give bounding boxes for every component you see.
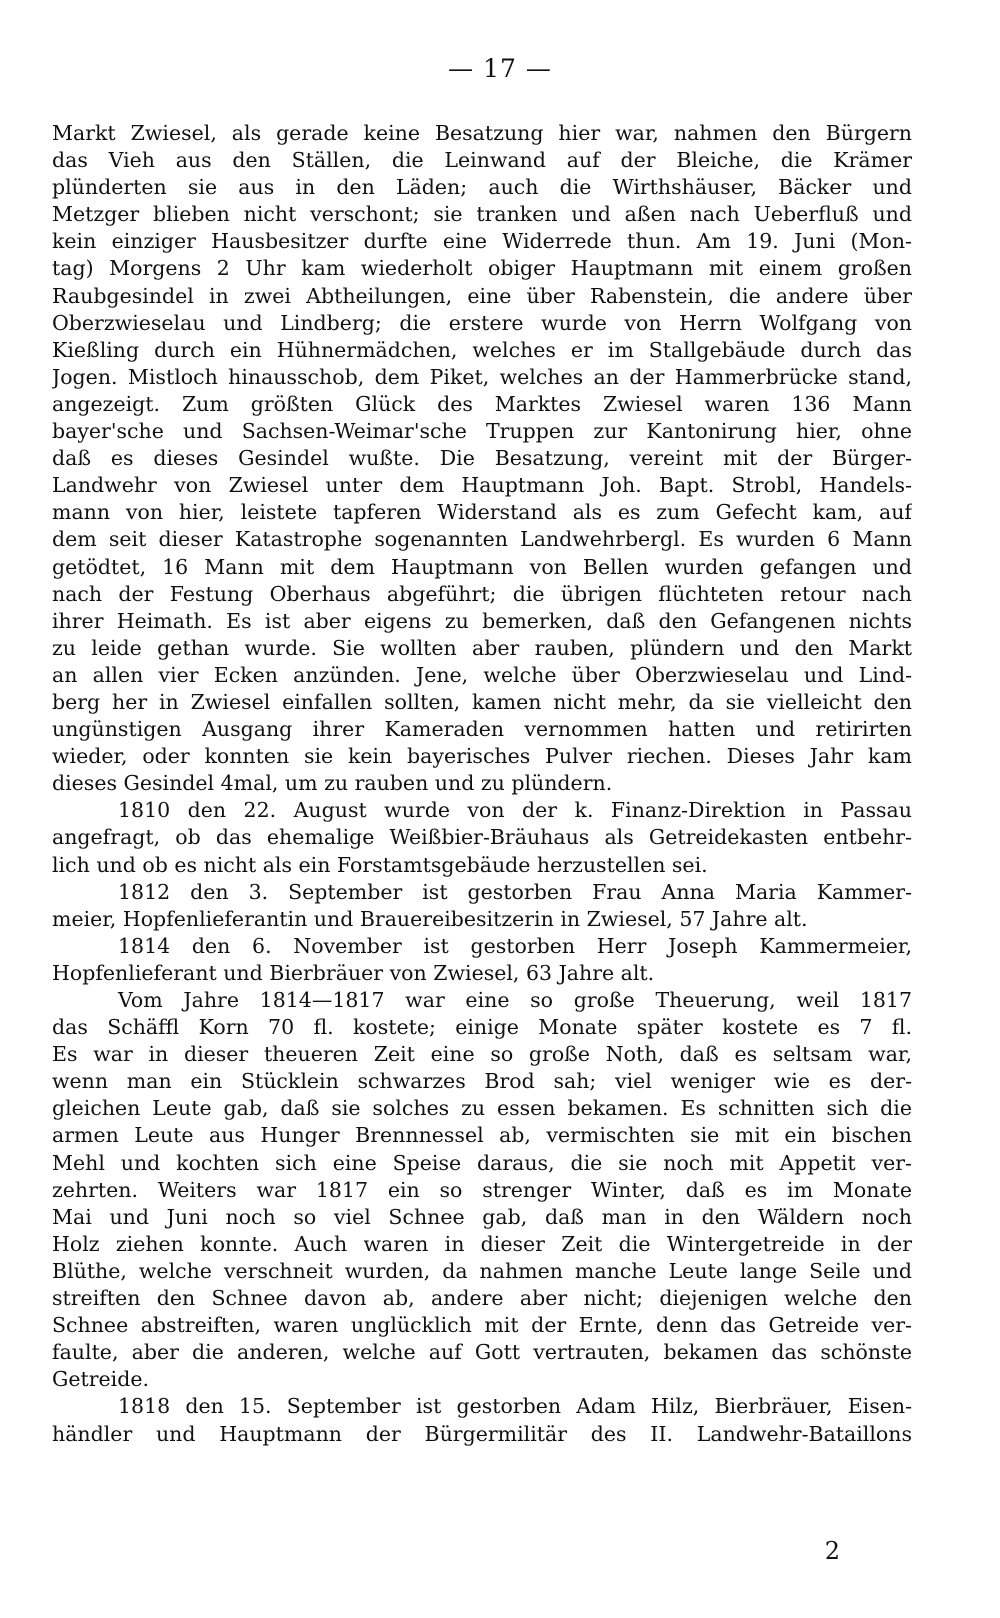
text-line: Mehl und kochten sich eine Speise daraus, die sie noch mit Appetit ver- (52, 1150, 912, 1175)
text-line: meier, Hopfenlieferantin und Brauereibesitzerin in Zwiesel, 57 Jahre alt. (52, 906, 808, 931)
text-line: angezeigt. Zum größten Glück des Marktes Zwiesel waren 136 Mann (52, 391, 912, 416)
text-line: gleichen Leute gab, daß sie solches zu essen bekamen. Es schnitten sich die (52, 1096, 912, 1121)
text-line: Markt Zwiesel, als gerade keine Besatzung hier war, nahmen den Bürgern (52, 121, 912, 145)
text-line: 1812 den 3. September ist gestorben Frau Anna Maria Kammer- (118, 879, 912, 904)
text-line: wieder, oder konnten sie kein bayerisches Pulver riechen. Dieses Jahr kam (52, 744, 912, 769)
text-line: Oberzwieselau und Lindberg; die erstere wurde von Herrn Wolfgang von (52, 310, 912, 335)
text-line: lich und ob es nicht als ein Forstamtsgebäude herzustellen sei. (52, 852, 708, 877)
text-line: getödtet, 16 Mann mit dem Hauptmann von Bellen wurden gefangen und (52, 554, 912, 579)
text-line: Holz ziehen konnte. Auch waren in dieser Zeit die Wintergetreide in der (52, 1231, 912, 1256)
text-line: Mai und Juni noch so viel Schnee gab, daß man in den Wäldern noch (52, 1204, 912, 1229)
text-line: nach der Festung Oberhaus abgeführt; die übrigen flüchteten retour nach (52, 581, 912, 606)
text-line: Schnee abstreiften, waren unglücklich mit der Ernte, denn das Getreide ver- (52, 1313, 912, 1338)
text-line: 1814 den 6. November ist gestorben Herr Joseph Kammermeier, (118, 933, 912, 958)
text-line: das Vieh aus den Ställen, die Leinwand auf der Bleiche, die Krämer (52, 148, 912, 173)
text-line: an allen vier Ecken anzünden. Jene, welche über Oberzwieselau und Lind- (52, 662, 912, 687)
text-line: angefragt, ob das ehemalige Weißbier-Bräuhaus als Getreidekasten entbehr- (52, 825, 912, 850)
text-line: 1810 den 22. August wurde von der k. Finanz-Direktion in Passau (118, 798, 912, 823)
text-line: bayer'sche und Sachsen-Weimar'sche Truppen zur Kantonirung hier, ohne (52, 419, 912, 444)
text-line: Jogen. Mistloch hinausschob, dem Piket, welches an der Hammerbrücke stand, (52, 364, 912, 389)
text-line: Kießling durch ein Hühnermädchen, welches er im Stallgebäude durch das (52, 337, 912, 362)
text-line: Getreide. (52, 1367, 150, 1392)
text-line: ihrer Heimath. Es ist aber eigens zu bemerken, daß den Gefangenen nichts (52, 608, 912, 633)
text-line: mann von hier, leistete tapferen Widerstand als es zum Gefecht kam, auf (52, 500, 912, 525)
text-line: 1818 den 15. September ist gestorben Adam Hilz, Bierbräuer, Eisen- (118, 1394, 912, 1419)
text-line: Es war in dieser theueren Zeit eine so große Noth, daß es seltsam war, (52, 1042, 912, 1067)
body-text (52, 120, 912, 1448)
page-number-header: — 17 — (448, 54, 552, 83)
text-line: Raubgesindel in zwei Abtheilungen, eine über Rabenstein, die andere über (52, 283, 912, 308)
text-line: streiften den Schnee davon ab, andere aber nicht; diejenigen welche den (52, 1286, 912, 1311)
text-line: dem seit dieser Katastrophe sogenannten Landwehrbergl. Es wurden 6 Mann (52, 527, 912, 552)
text-line: Landwehr von Zwiesel unter dem Hauptmann Joh. Bapt. Strobl, Handels- (52, 473, 912, 498)
text-line: kein einziger Hausbesitzer durfte eine Widerrede thun. Am 19. Juni (Mon- (52, 229, 912, 254)
text-line: berg her in Zwiesel einfallen sollten, kamen nicht mehr, da sie vielleicht den (52, 689, 912, 714)
text-line: Metzger blieben nicht verschont; sie tranken und aßen nach Ueberfluß und (52, 202, 912, 227)
signature-mark: 2 (824, 1537, 840, 1565)
text-line: Vom Jahre 1814—1817 war eine so große Theuerung, weil 1817 (118, 988, 912, 1012)
text-line: wenn man ein Stücklein schwarzes Brod sah; viel weniger wie es der- (52, 1069, 912, 1094)
text-line: ungünstigen Ausgang ihrer Kameraden vernommen hatten und retirirten (52, 717, 912, 742)
text-line: faulte, aber die anderen, welche auf Gott vertrauten, bekamen das schönste (52, 1340, 912, 1365)
text-line: daß es dieses Gesindel wußte. Die Besatzung, vereint mit der Bürger- (52, 446, 912, 471)
text-line: Hopfenlieferant und Bierbräuer von Zwiesel, 63 Jahre alt. (52, 960, 655, 985)
text-line: das Schäffl Korn 70 fl. kostete; einige Monate später kostete es 7 fl. (52, 1015, 912, 1040)
text-line: plünderten sie aus in den Läden; auch die Wirthshäuser, Bäcker und (52, 175, 912, 200)
text-line: armen Leute aus Hunger Brennnessel ab, vermischten sie mit ein bischen (52, 1123, 912, 1148)
text-line: zu leide gethan wurde. Sie wollten aber rauben, plündern und den Markt (52, 635, 912, 660)
text-line: händler und Hauptmann der Bürgermilitär des II. Landwehr-Bataillons (52, 1421, 912, 1446)
text-line: Blüthe, welche verschneit wurden, da nahmen manche Leute lange Seile und (52, 1258, 912, 1283)
text-line: dieses Gesindel 4mal, um zu rauben und zu plündern. (52, 771, 613, 796)
text-line: tag) Morgens 2 Uhr kam wiederholt obiger Hauptmann mit einem großen (52, 256, 912, 281)
text-line: zehrten. Weiters war 1817 ein so strenger Winter, daß es im Monate (52, 1177, 912, 1202)
